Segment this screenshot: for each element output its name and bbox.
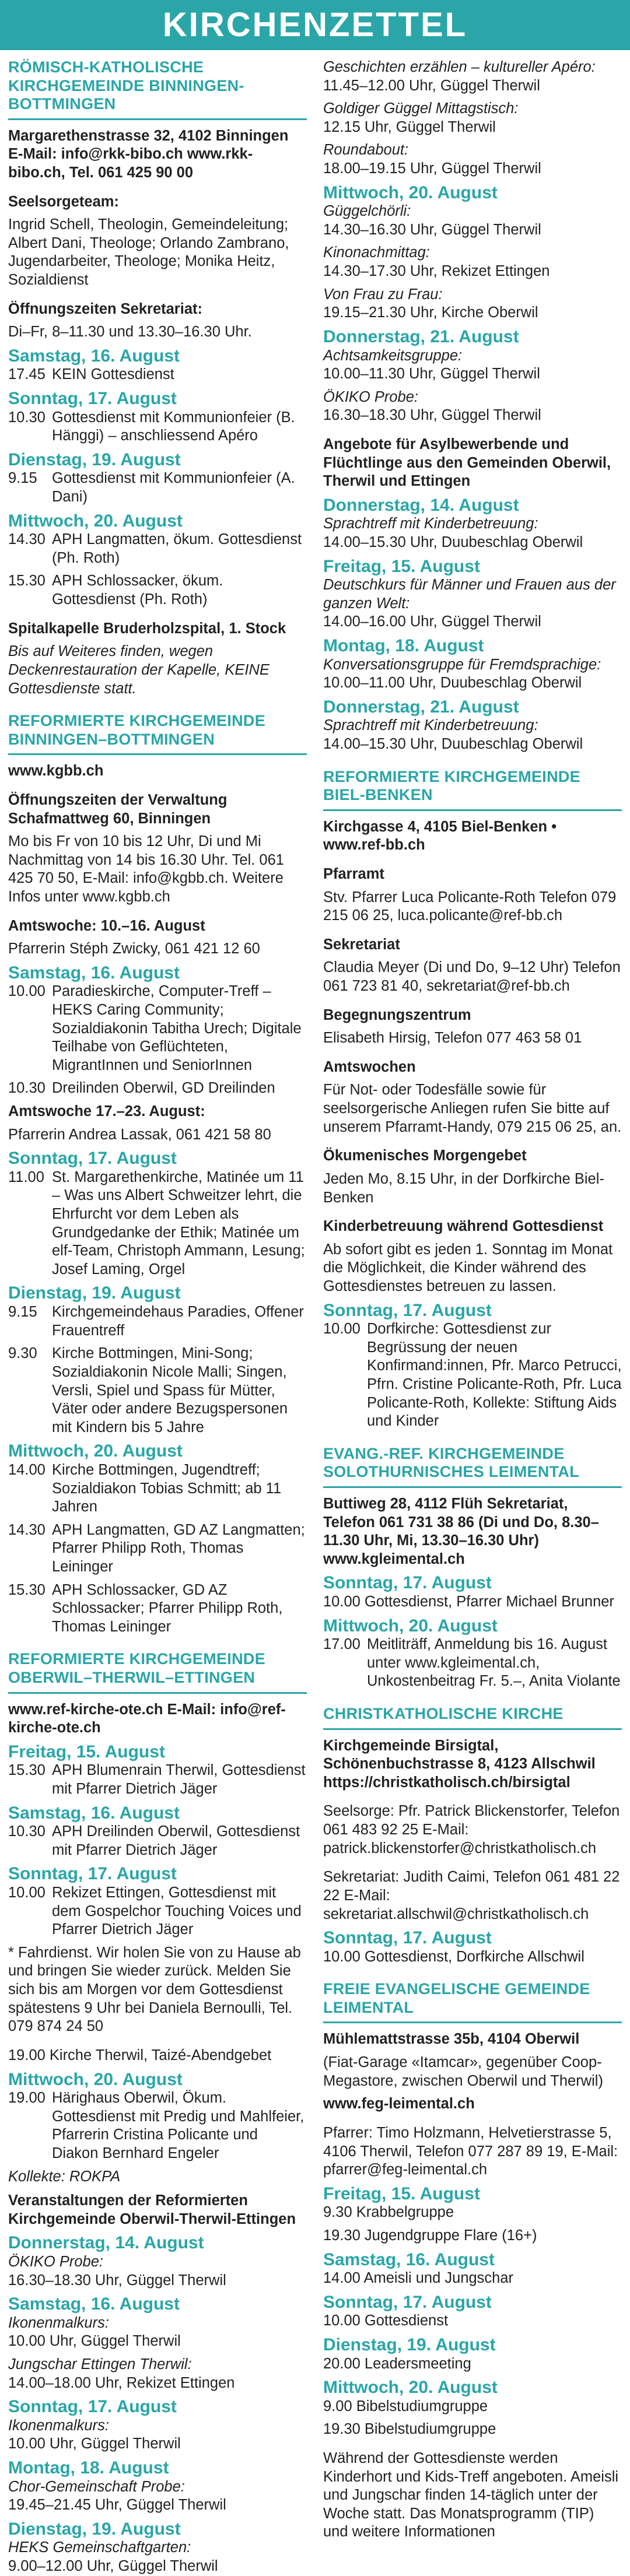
info-bold: www.ref-kirche-ote.ch E-Mail: info@ref-kirche-ote.ch — [8, 1701, 286, 1736]
info-bold: Margarethenstrasse 32, 4102 Binningen E-Mail: info@rkk-bibo.ch www.rkk-bibo.ch, Tel. 061 425 90 00 — [8, 127, 289, 181]
info-bold: Buttiweg 28, 4112 Flüh Sekretariat, Telefon 061 731 38 86 (Di und Do, 8.30–11.30 Uhr, Mi, 13.30–16.30 Uhr) www.kgleimental.ch — [323, 1495, 599, 1567]
spacer — [8, 2041, 307, 2047]
spacer — [323, 2118, 622, 2124]
info-bold: Begegnungszentrum — [323, 1006, 471, 1023]
date-heading: Sonntag, 17. August — [323, 1928, 492, 1948]
event-row — [8, 1521, 307, 1577]
info-bold: Seelsorgeteam: — [8, 193, 119, 210]
info-bold: Öffnungszeiten Sekretariat: — [8, 300, 202, 317]
event-text: St. Margarethenkirche, Matinée um 11 – Was uns Albert Schweitzer lehrt, die Ehrfurcht vor dem Leben als Grundgedanke der Ethik; Matinée um elf-Team, Christoph Ammann, Lesung; Josef Laming, Orgel — [52, 1168, 305, 1278]
date-heading: Sonntag, 17. August — [323, 1573, 492, 1593]
info-bold: Angebote für Asylbewerbende und Flüchtlinge aus den Gemeinden Oberwil, Therwil und Ettingen — [323, 436, 611, 490]
date-heading: Montag, 18. August — [8, 2458, 169, 2478]
info-bold: Pfarramt — [323, 866, 384, 882]
date-heading: Mittwoch, 20. August — [323, 1616, 498, 1636]
event-title: Bis auf Weiteres finden, wegen Deckenrestauration der Kapelle, KEINE Gottesdienste statt. — [8, 643, 270, 697]
info-text: 10.00–11.30 Uhr, Güggel Therwil — [323, 366, 540, 382]
event-text: APH Schlossacker, ökum. Gottesdienst (Ph. Roth) — [52, 573, 223, 608]
date-heading: Samstag, 16. August — [8, 346, 180, 366]
date-heading: Dienstag, 19. August — [8, 450, 181, 469]
event-title: Kollekte: ROKPA — [8, 2168, 121, 2185]
event-text: APH Dreilinden Oberwil, Gottesdienst mit Pfarrer Dietrich Jäger — [52, 1823, 300, 1858]
info-text: Pfarrer: Timo Holzmann, Helvetierstrasse 5, 4106 Therwil, Telefon 077 287 89 19, E-Mail: pfarrer@feg-leimental.ch — [323, 2124, 618, 2178]
info-text: 9.00 Bibelstudiumgruppe — [323, 2398, 488, 2414]
info-text: 14.00–18.00 Uhr, Rekizet Ettingen — [8, 2374, 235, 2391]
info-bold: Kirchgasse 4, 4105 Biel-Benken • www.ref-bb.ch — [323, 818, 557, 854]
section-heading: REFORMIERTE KIRCHGEMEINDE OBERWIL–THERWIL–ETTINGEN — [8, 1650, 307, 1693]
listing-columns — [8, 58, 622, 2575]
date-heading: Donnerstag, 21. August — [323, 697, 519, 717]
event-title: ÖKIKO Probe: — [8, 2253, 103, 2270]
info-bold: Kirchgemeinde Birsigtal, Schönenbuchstrasse 8, 4123 Allschwil https://christkatholisch.ch/birsigtal — [323, 1737, 596, 1791]
info-text: * Fahrdienst. Wir holen Sie von zu Hause ab und bringen Sie wieder zurück. Melden Sie sich bis am Morgen vor dem Gottesdienst spätestens 9 Uhr bei Daniela Bernoulli, Tel. 079 874 24 50 — [8, 1944, 301, 2035]
date-heading: Samstag, 16. August — [323, 2249, 495, 2269]
date-heading: Freitag, 15. August — [323, 556, 480, 576]
event-row — [8, 1079, 307, 1098]
info-text: 18.00–19.15 Uhr, Güggel Therwil — [323, 160, 541, 177]
info-text: 16.30–18.30 Uhr, Güggel Therwil — [323, 407, 541, 424]
date-heading: Samstag, 16. August — [8, 2294, 180, 2314]
section-heading: CHRISTKATHOLISCHE KIRCHE — [323, 1705, 622, 1730]
event-row — [8, 366, 307, 384]
event-row — [8, 469, 307, 506]
date-heading: Samstag, 16. August — [8, 1803, 180, 1823]
info-text: Elisabeth Hirsig, Telefon 077 463 58 01 — [323, 1030, 582, 1047]
date-heading: Freitag, 15. August — [323, 2184, 480, 2203]
event-title: Geschichten erzählen – kultureller Apéro: — [323, 59, 596, 75]
spacer — [8, 911, 307, 917]
date-heading: Sonntag, 17. August — [8, 1149, 177, 1168]
event-text: Kirche Bottmingen, Mini-Song; Sozialdiakonin Nicole Malli; Singen, Versli, Spiel und Spass für Mütter, Väter oder andere Bezugspersonen mit Kindern bis 5 Jahre — [52, 1345, 288, 1436]
date-heading: Mittwoch, 20. August — [323, 183, 498, 202]
date-heading: Montag, 18. August — [323, 636, 484, 655]
info-text: Jeden Mo, 8.15 Uhr, in der Dorfkirche Biel-Benken — [323, 1170, 604, 1206]
spacer — [8, 294, 307, 300]
event-text: Gottesdienst mit Kommunionfeier (B. Hänggi) – anschliessend Apéro — [52, 409, 295, 444]
event-text: Dreilinden Oberwil, GD Dreilinden — [52, 1080, 275, 1097]
date-heading: Sonntag, 17. August — [323, 1300, 492, 1320]
date-heading: Mittwoch, 20. August — [8, 1441, 183, 1461]
event-title: Chor-Gemeinschaft Probe: — [8, 2478, 185, 2495]
info-bold: Amtswoche: 10.–16. August — [8, 917, 205, 934]
info-bold: Öffnungszeiten der Verwaltung Schafmattweg 60, Binningen — [8, 791, 228, 827]
event-title: Ikonenmalkurs: — [8, 2417, 109, 2434]
event-time: 10.00 — [8, 983, 46, 1000]
event-time: 10.30 — [8, 1080, 46, 1097]
info-bold: Mühlemattstrasse 35b, 4104 Oberwil — [323, 2031, 580, 2048]
event-time: 10.00 — [323, 1321, 360, 1338]
event-row — [8, 1303, 307, 1340]
event-text: APH Schlossacker, GD AZ Schlossacker; Pfarrer Philipp Roth, Thomas Leininger — [52, 1581, 283, 1635]
spacer — [323, 430, 622, 436]
event-time: 14.00 — [8, 1461, 46, 1478]
event-title: Roundabout: — [323, 142, 409, 159]
event-row — [8, 1823, 307, 1859]
info-text: Ingrid Schell, Theologin, Gemeindeleitung; Albert Dani, Theologe; Orlando Zambrano, Jugendarbeiter, Theologe; Monika Heitz, Sozialdienst — [8, 216, 289, 288]
info-bold: Amtswochen — [323, 1058, 416, 1075]
info-text: (Fiat-Garage «Itamcar», gegenüber Coop-Megastore, zwischen Oberwil und Therwil) — [323, 2054, 603, 2089]
info-text: Während der Gottesdienste werden Kinderhort und Kids-Treff angeboten. Ameisli und Jungschar finden 14-täglich unter der Woche statt. Das Monatsprogramm (TIP) und weitere Informationen — [323, 2449, 619, 2540]
event-text: Paradieskirche, Computer-Treff – HEKS Caring Community; Sozialdiakonin Tabitha Urech; Digitale Teilhabe von Geflüchteten, MigrantInnen und SeniorInnen — [52, 983, 302, 1073]
event-time: 9.15 — [8, 1304, 37, 1321]
info-bold: Sekretariat — [323, 936, 400, 953]
date-heading: Samstag, 16. August — [8, 963, 180, 982]
event-time: 15.30 — [8, 1762, 46, 1779]
info-text: Stv. Pfarrer Luca Policante-Roth Telefon 079 215 06 25, luca.policante@ref-bb.ch — [323, 889, 617, 924]
event-text: Dorfkirche: Gottesdienst zur Begrüssung der neuen Konfirmand:innen, Pfr. Marco Petrucci, Pfrn. Cristine Policante-Roth, Pfr. Luca Policante-Roth, Kollekte: Stiftung Aids und Kinder — [367, 1321, 622, 1430]
info-text: 16.30–18.30 Uhr, Güggel Therwil — [8, 2272, 226, 2289]
info-bold: Amtswoche 17.–23. August: — [8, 1103, 205, 1120]
event-row — [8, 1581, 307, 1637]
event-text: Rekizet Ettingen, Gottesdienst mit dem Gospelchor Touching Voices und Pfarrer Dietrich Jäger — [52, 1884, 302, 1938]
event-text: Meitliträff, Anmeldung bis 16. August unter www.kgleimental.ch, Unkostenbeitrag Fr. 5.–, Anita Violante — [367, 1636, 621, 1690]
event-row — [8, 1345, 307, 1437]
event-text: KEIN Gottesdienst — [52, 366, 174, 383]
info-text: Ab sofort gibt es jeden 1. Sonntag im Monat die Möglichkeit, die Kinder während des Gottesdienstes betreuen zu lassen. — [323, 1241, 613, 1294]
spacer — [323, 1001, 622, 1006]
section-heading: EVANG.-REF. KIRCHGEMEINDE SOLOTHURNISCHES LEIMENTAL — [323, 1445, 622, 1488]
event-time: 11.00 — [8, 1168, 44, 1185]
info-bold: Veranstaltungen der Reformierten Kirchgemeinde Oberwil-Therwil-Ettingen — [8, 2192, 296, 2227]
spacer — [8, 614, 307, 620]
event-title: Deutschkurs für Männer und Frauen aus der ganzen Welt: — [323, 577, 616, 612]
info-text: 14.30–16.30 Uhr, Güggel Therwil — [323, 221, 541, 238]
section-heading: REFORMIERTE KIRCHGEMEINDE BIEL-BENKEN — [323, 768, 622, 811]
section-heading: REFORMIERTE KIRCHGEMEINDE BINNINGEN–BOTTMINGEN — [8, 712, 307, 755]
info-text: 19.45–21.45 Uhr, Güggel Therwil — [8, 2497, 226, 2514]
event-time: 9.15 — [8, 470, 37, 487]
event-text: Härighaus Oberwil, Ökum. Gottesdienst mit Predig und Mahlfeier, Pfarrerin Cristina Policante und Diakon Bernhard Engeler — [52, 2090, 304, 2161]
info-bold: www.kgbb.ch — [8, 763, 104, 780]
date-heading: Sonntag, 17. August — [8, 1864, 177, 1884]
banner-title: KIRCHENZETTEL — [0, 0, 630, 50]
event-title: ÖKIKO Probe: — [323, 388, 418, 405]
info-text: 10.00 Gottesdienst, Dorfkirche Allschwil — [323, 1948, 584, 1965]
info-text: 14.00 Ameisli und Jungschar — [323, 2270, 514, 2287]
date-heading: Mittwoch, 20. August — [8, 511, 183, 531]
event-row — [8, 2089, 307, 2163]
event-title: Von Frau zu Frau: — [323, 286, 443, 303]
info-text: 14.00–15.30 Uhr, Duubeschlag Oberwil — [323, 736, 583, 753]
event-text: APH Langmatten, ökum. Gottesdienst (Ph. Roth) — [52, 531, 302, 566]
event-text: Gottesdienst mit Kommunionfeier (A. Dani) — [52, 470, 295, 506]
info-text: 14.00–16.00 Uhr, Güggel Therwil — [323, 613, 541, 630]
spacer — [323, 1796, 622, 1802]
event-title: Jungschar Ettingen Therwil: — [8, 2356, 192, 2373]
info-text: Sekretariat: Judith Caimi, Telefon 061 481 22 22 E-Mail: sekretariat.allschwil@christkatholisch.ch — [323, 1869, 620, 1922]
info-text: Claudia Meyer (Di und Do, 9–12 Uhr) Telefon 061 723 81 40, sekretariat@ref-bb.ch — [323, 959, 621, 995]
event-title: Ikonenmalkurs: — [8, 2314, 109, 2331]
info-text: 19.00 Kirche Therwil, Taizé-Abendgebet — [8, 2047, 272, 2063]
info-bold: Kinderbetreuung während Gottesdienst — [323, 1218, 604, 1235]
event-time: 9.30 — [8, 1345, 37, 1362]
info-text: 10.00 Uhr, Güggel Therwil — [8, 2435, 181, 2452]
date-heading: Mittwoch, 20. August — [8, 2069, 183, 2089]
event-row — [323, 1636, 622, 1691]
event-time: 10.30 — [8, 1823, 46, 1840]
event-title: Konversationsgruppe für Fremdsprachige: — [323, 656, 601, 673]
info-text: 19.30 Jugendgruppe Flare (16+) — [323, 2227, 537, 2244]
info-text: Mo bis Fr von 10 bis 12 Uhr, Di und Mi Nachmittag von 14 bis 16.30 Uhr. Tel. 061 425 70 50, E-Mail: info@kgbb.ch. Weitere Infos unter www.kgbb.ch — [8, 833, 284, 905]
event-title: HEKS Gemeinschaftgarten: — [8, 2539, 191, 2556]
section-heading: FREIE EVANGELISCHE GEMEINDE LEIMENTAL — [323, 1980, 622, 2023]
spacer — [8, 187, 307, 193]
info-bold: www.feg-leimental.ch — [323, 2096, 475, 2112]
spacer — [8, 2186, 307, 2192]
event-text: Kirche Bottmingen, Jugendtreff; Sozialdiakon Tobias Schmitt; ab 11 Jahren — [52, 1461, 282, 1515]
event-row — [8, 1168, 307, 1279]
info-text: Pfarrerin Andrea Lassak, 061 421 58 80 — [8, 1126, 271, 1143]
info-text: 10.00 Uhr, Güggel Therwil — [8, 2333, 181, 2350]
event-row — [323, 1320, 622, 1431]
info-text: 12.15 Uhr, Güggel Therwil — [323, 118, 496, 135]
date-heading: Dienstag, 19. August — [8, 2519, 181, 2539]
event-row — [8, 531, 307, 567]
info-text: 10.00 Gottesdienst, Pfarrer Michael Brunner — [323, 1594, 614, 1610]
event-time: 19.00 — [8, 2090, 46, 2107]
info-text: 10.00–11.00 Uhr, Duubeschlag Oberwil — [323, 675, 582, 692]
event-row — [8, 1461, 307, 1517]
info-text: 9.30 Krabbelgruppe — [323, 2204, 454, 2221]
event-time: 15.30 — [8, 1581, 46, 1598]
info-text: 14.00–15.30 Uhr, Duubeschlag Oberwil — [323, 534, 583, 550]
event-title: Goldiger Güggel Mittagstisch: — [323, 100, 519, 117]
date-heading: Freitag, 15. August — [8, 1742, 165, 1761]
event-row — [8, 572, 307, 609]
date-heading: Donnerstag, 14. August — [323, 495, 519, 515]
event-time: 15.30 — [8, 573, 46, 589]
event-text: APH Langmatten, GD AZ Langmatten; Pfarrer Philipp Roth, Thomas Leininger — [52, 1521, 305, 1575]
info-text: 20.00 Leadersmeeting — [323, 2355, 471, 2372]
event-row — [8, 1884, 307, 1939]
date-heading: Sonntag, 17. August — [8, 2397, 177, 2417]
info-text: 19.15–21.30 Uhr, Kirche Oberwil — [323, 304, 538, 321]
spacer — [323, 1052, 622, 1058]
right-column — [323, 58, 622, 2540]
event-row — [8, 1761, 307, 1798]
info-text: 19.30 Bibelstudiumgruppe — [323, 2421, 496, 2438]
spacer — [8, 785, 307, 791]
info-bold: Ökumenisches Morgengebet — [323, 1147, 527, 1164]
info-bold: Spitalkapelle Bruderholzspital, 1. Stock — [8, 620, 286, 637]
event-time: 17.00 — [323, 1636, 360, 1653]
event-title: Güggelchörli: — [323, 203, 411, 220]
spacer — [323, 930, 622, 936]
section-heading: RÖMISCH-KATHOLISCHE KIRCHGEMEINDE BINNINGEN-BOTTMINGEN — [8, 58, 307, 120]
event-time: 10.30 — [8, 409, 46, 426]
event-title: Kinonachmittag: — [323, 244, 430, 261]
info-text: 10.00 Gottesdienst — [323, 2312, 449, 2329]
info-text: Pfarrerin Stéph Zwicky, 061 421 12 60 — [8, 940, 260, 957]
date-heading: Dienstag, 19. August — [323, 2335, 496, 2354]
event-row — [8, 982, 307, 1075]
info-text: Seelsorge: Pfr. Patrick Blickenstorfer, Telefon 061 483 92 25 E-Mail: patrick.blickenstorfer@christkatholisch.ch — [323, 1803, 620, 1856]
event-title: Achtsamkeitsgruppe: — [323, 347, 463, 364]
event-time: 14.30 — [8, 531, 46, 548]
info-text: 9.00–12.00 Uhr, Güggel Therwil — [8, 2558, 218, 2575]
date-heading: Sonntag, 17. August — [323, 2292, 492, 2312]
date-heading: Sonntag, 17. August — [8, 389, 177, 409]
event-row — [8, 409, 307, 445]
info-text: 14.30–17.30 Uhr, Rekizet Ettingen — [323, 263, 550, 280]
left-column — [8, 58, 307, 2575]
info-text: Für Not- oder Todesfälle sowie für seelsorgerische Anliegen rufen Sie bitte auf unserem Pfarramt-Handy, 079 215 06 25, an. — [323, 1082, 622, 1135]
date-heading: Dienstag, 19. August — [8, 1283, 181, 1303]
event-title: Sprachtreff mit Kinderbetreuung: — [323, 515, 538, 532]
spacer — [323, 1212, 622, 1217]
spacer — [323, 1862, 622, 1868]
spacer — [323, 859, 622, 865]
event-time: 17.45 — [8, 366, 46, 383]
spacer — [323, 2444, 622, 2449]
info-text: 11.45–12.00 Uhr, Güggel Therwil — [323, 77, 540, 94]
event-time: 14.30 — [8, 1521, 46, 1538]
event-time: 10.00 — [8, 1884, 46, 1901]
date-heading: Donnerstag, 14. August — [8, 2233, 204, 2253]
date-heading: Mittwoch, 20. August — [323, 2378, 498, 2398]
spacer — [323, 1141, 622, 1147]
event-text: Kirchgemeindehaus Paradies, Offener Frauentreff — [52, 1304, 304, 1339]
event-title: Sprachtreff mit Kinderbetreuung: — [323, 717, 538, 734]
date-heading: Donnerstag, 21. August — [323, 327, 519, 346]
info-text: Di–Fr, 8–11.30 und 13.30–16.30 Uhr. — [8, 324, 252, 341]
event-text: APH Blumenrain Therwil, Gottesdienst mit Pfarrer Dietrich Jäger — [52, 1762, 306, 1797]
